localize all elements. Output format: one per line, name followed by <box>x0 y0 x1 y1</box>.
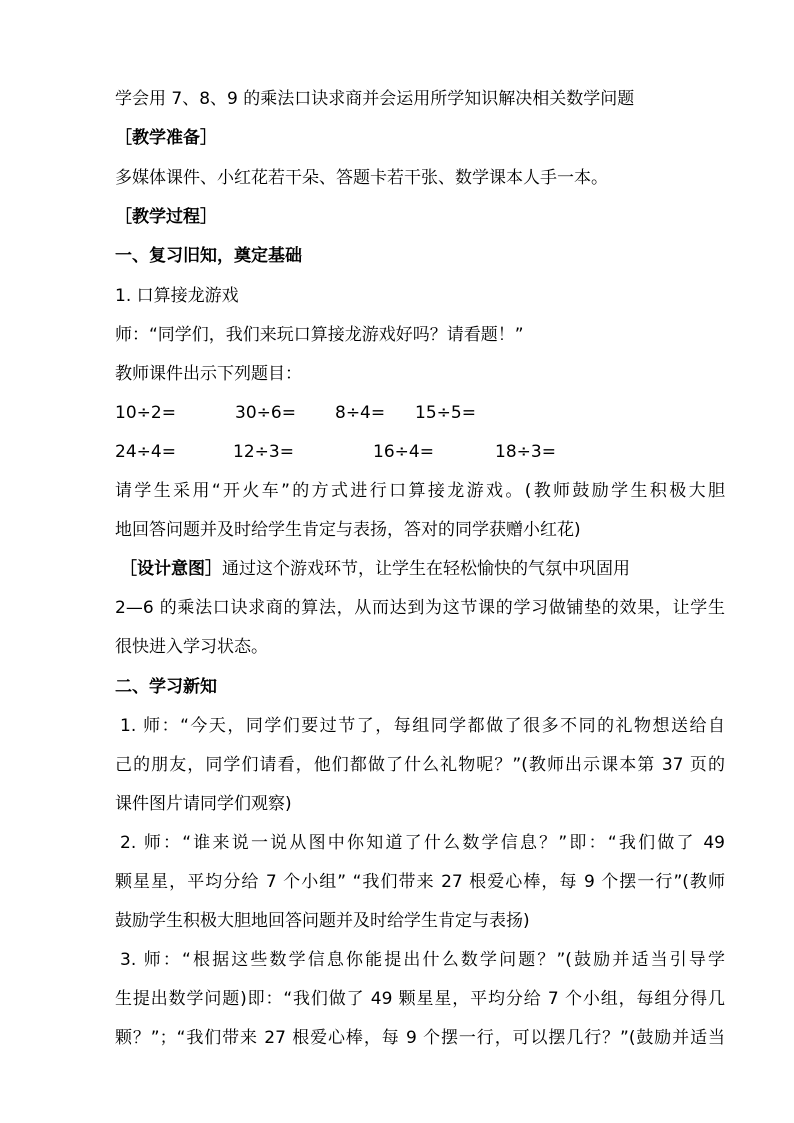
teacher-instruction: 教师课件出示下列题目： <box>115 364 302 384</box>
paragraph-line: 3. 师：“根据这些数学信息你能提出什么数学问题？”(鼓励并适当引导学 <box>120 950 725 970</box>
paragraph-line: 2—6 的乘法口诀求商的算法，从而达到为这节课的学习做铺垫的效果，让学生 <box>115 598 725 618</box>
problem-item: 18÷3= <box>495 442 556 462</box>
design-intent-line <box>120 558 725 580</box>
teacher-quote-1: 师：“同学们，我们来玩口算接龙游戏好吗？请看题！” <box>115 325 524 345</box>
problem-item: 24÷4= <box>115 442 176 462</box>
paragraph-line: 己的朋友，同学们请看，他们都做了什么礼物呢？”(教师出示课本第 37 页的 <box>115 755 725 775</box>
objective-line: 学会用 7、8、9 的乘法口诀求商并会运用所学知识解决相关数学问题 <box>115 89 635 109</box>
problem-row-1 <box>115 402 725 424</box>
problem-item: 10÷2= <box>115 403 176 423</box>
paragraph-line: 1. 师：“今天，同学们要过节了，每组同学都做了很多不同的礼物想送给自 <box>120 716 725 736</box>
problem-item: 15÷5= <box>415 403 476 423</box>
paragraph-line: 地回答问题并及时给学生肯定与表扬，答对的同学获赠小红花) <box>115 520 581 540</box>
paragraph-line: 生提出数学问题)即：“我们做了 49 颗星星，平均分给 7 个小组，每组分得几 <box>115 989 725 1009</box>
preparation-text: 多媒体课件、小红花若干朵、答题卡若干张、数学课本人手一本。 <box>115 168 608 188</box>
design-intent-label: ［设计意图］ <box>120 559 222 579</box>
problem-item: 8÷4= <box>335 403 386 423</box>
paragraph-line: 课件图片请同学们观察) <box>115 794 292 814</box>
paragraph-line: 请学生采用“开火车”的方式进行口算接龙游戏。(教师鼓励学生积极大胆 <box>115 481 725 501</box>
subheading-oral-game: 1. 口算接龙游戏 <box>115 286 239 306</box>
section-heading-new-knowledge: 二、学习新知 <box>115 677 217 697</box>
heading-teaching-preparation: ［教学准备］ <box>115 128 217 148</box>
paragraph-line: 鼓励学生积极大胆地回答问题并及时给学生肯定与表扬) <box>115 911 530 931</box>
problem-item: 12÷3= <box>233 442 294 462</box>
section-heading-review: 一、复习旧知，奠定基础 <box>115 246 302 266</box>
paragraph-line: 颗星星，平均分给 7 个小组” “我们带来 27 根爱心棒，每 9 个摆一行”(教师 <box>115 872 725 892</box>
problem-item: 16÷4= <box>373 442 434 462</box>
paragraph-line: 2. 师：“谁来说一说从图中你知道了什么数学信息？”即：“我们做了 49 <box>120 833 725 853</box>
paragraph-line: 很快进入学习状态。 <box>115 637 268 657</box>
heading-teaching-process: ［教学过程］ <box>115 207 217 227</box>
paragraph-line: 颗？”；“我们带来 27 根爱心棒，每 9 个摆一行，可以摆几行？”(鼓励并适当 <box>115 1028 725 1048</box>
problem-item: 30÷6= <box>235 403 296 423</box>
design-intent-text: 通过这个游戏环节，让学生在轻松愉快的气氛中巩固用 <box>222 559 630 579</box>
problem-row-2 <box>115 441 725 463</box>
